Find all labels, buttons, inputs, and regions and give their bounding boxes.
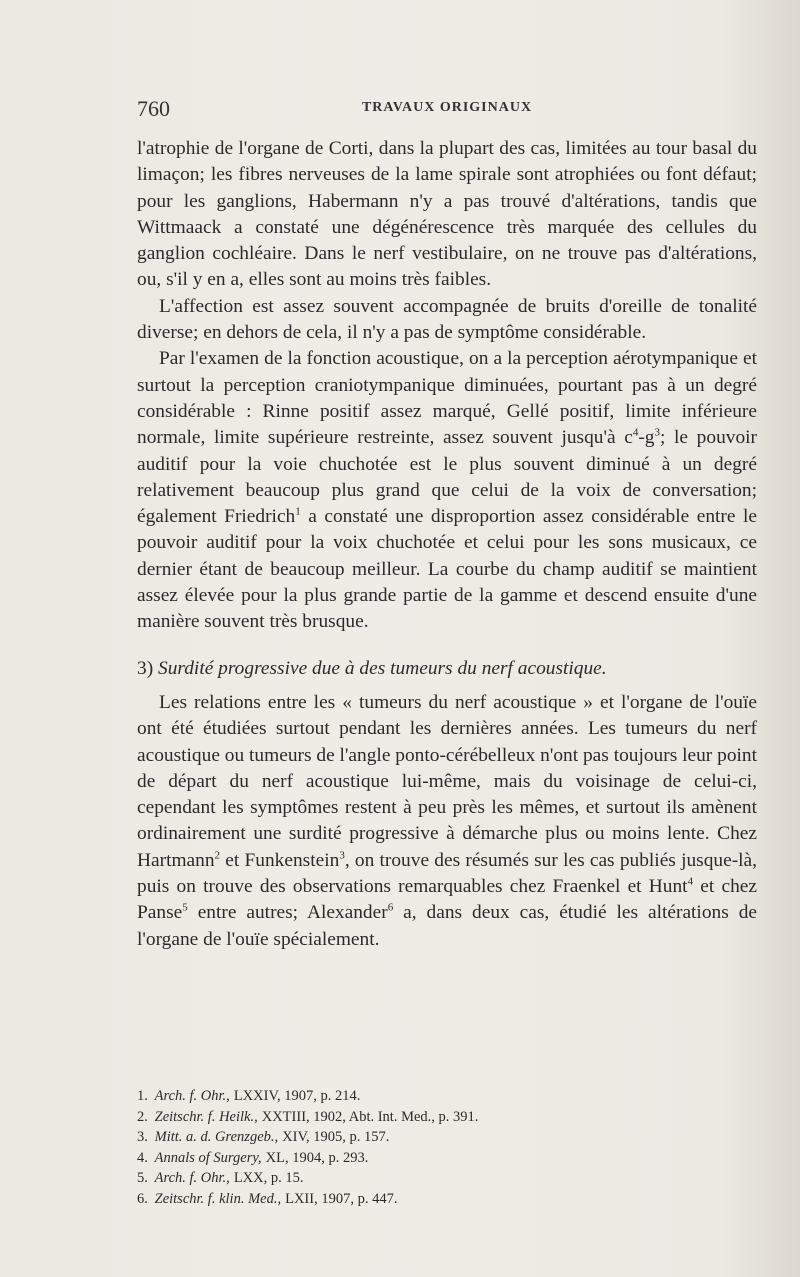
section-title: Surdité progressive due à des tumeurs du nerf acoustique. bbox=[158, 657, 607, 679]
footnote-number: 5. bbox=[137, 1170, 148, 1186]
footnote-detail: XIV, 1905, p. 157. bbox=[282, 1129, 390, 1145]
footnote-number: 1. bbox=[137, 1088, 148, 1104]
paragraph-3-text-4: a constaté une disproportion assez considérable entre le pouvoir auditif pour la voix chuchotée et celui pour les sons musicaux, ce dernier étant de beaucoup meilleur. La courbe du champ auditif se maintient assez élevée pour la plus grande partie de la gamme et descend ensuite d'une manière souvent très brusque. bbox=[137, 506, 757, 633]
footnote-ref-1: 1 bbox=[295, 505, 301, 518]
footnote-number: 4. bbox=[137, 1149, 148, 1166]
footnote-ref-3: 3 bbox=[339, 849, 345, 862]
paragraph-4-text-4: et chez Panse bbox=[137, 876, 757, 924]
page-header bbox=[137, 96, 757, 126]
footnote-detail: LXII, 1907, p. 447. bbox=[285, 1190, 398, 1207]
running-title: TRAVAUX ORIGINAUX bbox=[361, 100, 533, 115]
footnote bbox=[137, 1168, 757, 1189]
footnote-source: Arch. f. Ohr., bbox=[154, 1088, 230, 1104]
superscript-pitch-a: 4 bbox=[632, 426, 639, 439]
paragraph-4 bbox=[137, 690, 757, 953]
footnote-ref-2: 2 bbox=[214, 849, 221, 862]
footnote-ref-6: 6 bbox=[387, 901, 394, 914]
footnote-source: Mitt. a. d. Grenzgeb., bbox=[154, 1129, 279, 1145]
page-number: 760 bbox=[137, 96, 170, 121]
footnote-number: 3. bbox=[137, 1129, 148, 1145]
footnote-detail: LXX, p. 15. bbox=[233, 1170, 304, 1186]
footnote-ref-5: 5 bbox=[182, 901, 188, 914]
superscript-pitch-b: 3 bbox=[654, 426, 660, 439]
footnote-number: 2. bbox=[137, 1108, 148, 1125]
paragraph-3-text-1: Par l'examen de la fonction acoustique, on a la perception aérotympanique et surtout la perception craniotympanique diminuées, pourtant pas à un degré considérable : Rinne positif assez marqué, Gellé positif, limite inférieure normale, limite supérieure restreinte, assez souvent jusqu'à c bbox=[137, 348, 757, 449]
footnote-source: Annals of Surgery, bbox=[154, 1149, 262, 1166]
paragraph-3 bbox=[137, 346, 757, 635]
paragraph-4-text-6: a, dans deux cas, étudié les altérations de l'organe de l'ouïe spécialement. bbox=[137, 902, 758, 950]
paragraph-3-text-2: -g bbox=[638, 427, 655, 449]
footnote-number: 6. bbox=[137, 1190, 148, 1207]
page-body bbox=[137, 136, 757, 953]
paragraph-4-text-3: , on trouve des résumés sur les cas publiés jusque-là, puis on trouve des observations remarquables chez Fraenkel et Hunt bbox=[137, 849, 758, 898]
section-number: 3) bbox=[137, 657, 154, 679]
footnote-source: Zeitschr. f. klin. Med., bbox=[154, 1190, 282, 1207]
paragraph-4-text-1: Les relations entre les « tumeurs du nerf acoustique » et l'organe de l'ouïe ont été étudiées surtout pendant les dernières années. Les tumeurs du nerf acoustique ou tumeurs de l'angle ponto-cérébelleux n'ont pas toujours leur point de départ du nerf acoustique lui-même, mais du voisinage de celui-ci, cependant les symptômes restent à peu près les mêmes, et surtout ils amènent ordinairement une surdité progressive à démarche plus ou moins lente. Chez Hartmann bbox=[137, 691, 757, 871]
footnote bbox=[137, 1189, 757, 1210]
section-heading bbox=[137, 656, 757, 682]
footnote bbox=[137, 1086, 757, 1107]
footnote-source: Zeitschr. f. Heilk., bbox=[154, 1108, 258, 1125]
footnote-ref-4: 4 bbox=[687, 875, 694, 888]
paragraph-1: l'atrophie de l'organe de Corti, dans la plupart des cas, limitées au tour basal du limaçon; les fibres nerveuses de la lame spirale sont atrophiées ou font défaut; pour les ganglions, Habermann n'y a pas trouvé d'altérations, tandis que Wittmaack a constaté une dégénérescence très marquée des cellules du ganglion cochléaire. Dans le nerf vestibulaire, on ne trouve pas d'altérations, ou, s'il y en a, elles sont au moins très faibles. bbox=[137, 138, 757, 291]
footnotes bbox=[137, 1086, 757, 1209]
footnote-detail: XL, 1904, p. 293. bbox=[265, 1149, 369, 1166]
paragraph-4-text-2: et Funkenstein bbox=[220, 849, 340, 871]
footnote bbox=[137, 1107, 757, 1128]
paragraph-2: L'affection est assez souvent accompagnée de bruits d'oreille de tonalité diverse; en dehors de cela, il n'y a pas de symptôme considérable. bbox=[137, 295, 757, 344]
footnote-source: Arch. f. Ohr., bbox=[154, 1170, 230, 1186]
paragraph-3-text-3: ; le pouvoir auditif pour la voie chuchotée est le plus souvent diminué à un degré relativement beaucoup plus grand que celui de la voix de conversation; également Friedrich bbox=[137, 427, 757, 528]
footnote-detail: LXXIV, 1907, p. 214. bbox=[233, 1088, 361, 1104]
footnote bbox=[137, 1127, 757, 1148]
footnote bbox=[137, 1148, 757, 1169]
paragraph-4-text-5: entre autres; Alexander bbox=[187, 902, 388, 924]
footnote-detail: XXTIII, 1902, Abt. Int. Med., p. 391. bbox=[261, 1108, 479, 1125]
